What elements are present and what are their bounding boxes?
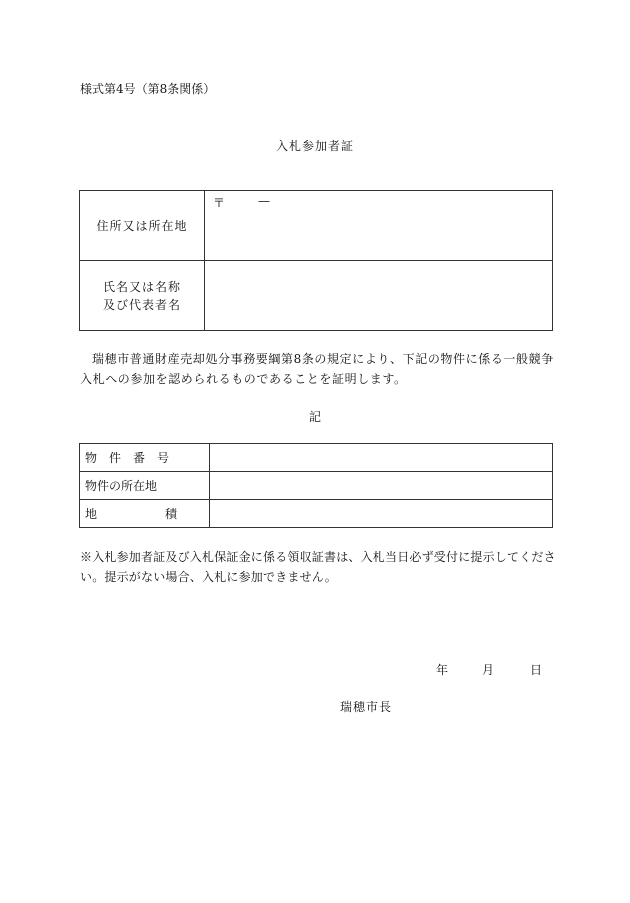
land-area-row bbox=[80, 500, 553, 528]
postal-mark: 〒 bbox=[213, 196, 226, 210]
date-day: 日 bbox=[530, 663, 543, 677]
property-table bbox=[79, 443, 553, 528]
form-number: 様式第4号（第8条関係） bbox=[80, 82, 216, 96]
name-label bbox=[80, 261, 205, 331]
name-value-cell bbox=[205, 261, 553, 331]
property-number-label bbox=[80, 444, 210, 472]
certification-text: 瑞穂市普通財産売却処分事務要綱第8条の規定により、下記の物件に係る一般競争入札への参加を認められるものであることを証明します。 bbox=[80, 352, 554, 386]
name-label-line1: 氏名又は名称 bbox=[102, 279, 181, 294]
notice-text: ※入札参加者証及び入札保証金に係る領収証書は、入札当日必ず受付に提示してください。提示がない場合、入札に参加できません。 bbox=[80, 550, 556, 584]
name-row bbox=[80, 261, 553, 331]
date-month: 月 bbox=[482, 663, 495, 677]
property-number-value bbox=[210, 444, 553, 472]
property-number-char: 号 bbox=[156, 451, 169, 465]
property-number-char: 件 bbox=[108, 451, 121, 465]
address-label: 住所又は所在地 bbox=[80, 191, 205, 261]
land-area-char: 地 bbox=[85, 507, 98, 521]
property-number-char: 物 bbox=[85, 451, 98, 465]
land-area-label bbox=[80, 500, 210, 528]
applicant-info-table bbox=[79, 190, 553, 331]
address-row bbox=[80, 191, 553, 261]
land-area-char: 積 bbox=[164, 507, 177, 521]
property-number-char: 番 bbox=[132, 451, 145, 465]
address-value-cell bbox=[205, 191, 553, 261]
document-title: 入札参加者証 bbox=[275, 139, 354, 153]
postal-dash: — bbox=[258, 194, 270, 208]
land-area-value bbox=[210, 500, 553, 528]
ki-heading: 記 bbox=[308, 410, 321, 424]
property-location-value bbox=[210, 472, 553, 500]
date-year: 年 bbox=[436, 663, 449, 677]
name-label-line2: 及び代表者名 bbox=[102, 297, 181, 312]
property-number-row bbox=[80, 444, 553, 472]
issuer-name: 瑞穂市長 bbox=[340, 700, 393, 714]
property-location-label: 物件の所在地 bbox=[80, 472, 210, 500]
property-location-row bbox=[80, 472, 553, 500]
